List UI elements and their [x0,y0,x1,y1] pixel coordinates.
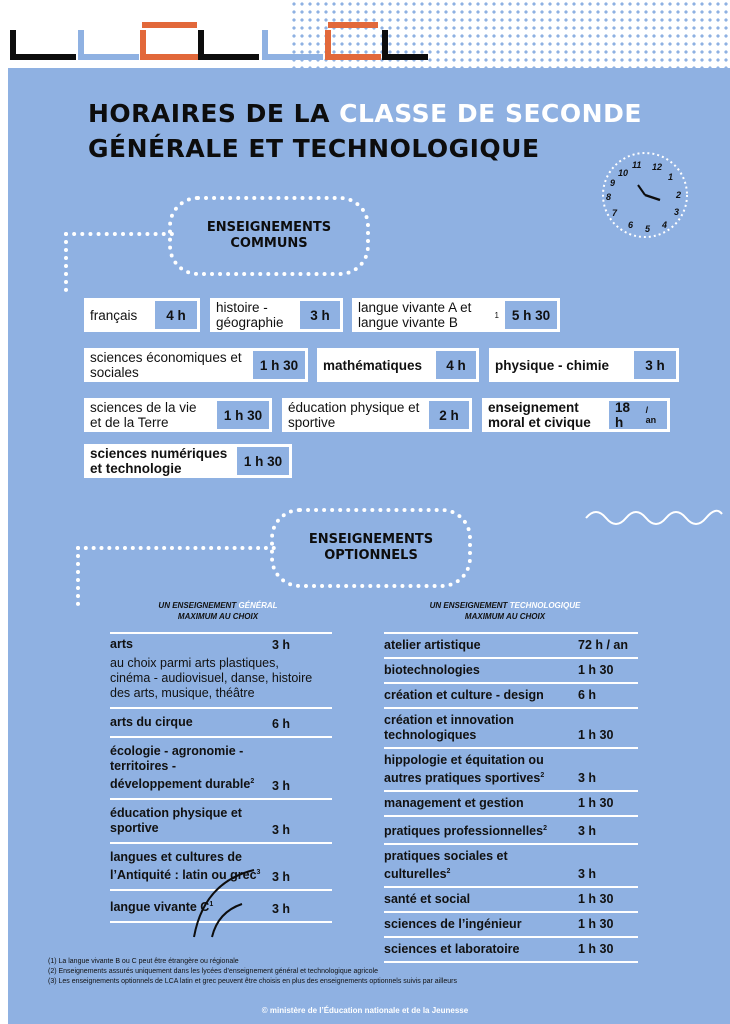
subject-hours [609,398,670,432]
option-name-text: langues et cultures de l’Antiquité : latin ou grec [110,850,257,883]
table-row [110,738,332,800]
option-hours: 1 h 30 [578,796,614,811]
table-row [384,634,638,659]
subhead-text: UN ENSEIGNEMENT [158,601,239,610]
footnote-ref: 2 [250,778,255,785]
footnote-ref: 2 [540,772,545,779]
option-hours: 1 h 30 [578,942,614,957]
table-row [384,709,638,749]
clock-number: 1 [668,172,674,182]
subject-hours: 3 h [634,348,679,382]
option-name: management et gestion [384,796,524,811]
option-hours: 1 h 30 [578,892,614,907]
heading-line: ENSEIGNEMENTS [206,220,332,235]
clock-number: 5 [645,224,651,234]
option-name: arts [110,637,133,651]
subject-card [489,348,679,382]
clock-number: 12 [652,162,663,172]
footnote-ref: 2 [543,825,547,833]
subject-label: français [84,298,155,332]
subject-label: éducation physique et sportive [282,398,429,432]
subject-card [482,398,670,432]
option-hours: 1 h 30 [578,917,614,932]
section-heading-optionnels [270,508,472,588]
table-row [384,817,638,845]
table-row [384,749,638,792]
page-title [88,96,642,166]
option-name: arts du cirque [110,715,193,729]
option-name-text: pratiques professionnelles [384,824,544,839]
subject-card [84,444,292,478]
subject-label: mathématiques [317,348,436,382]
option-hours: 3 h [272,902,291,917]
clock-number: 9 [610,178,616,188]
dotted-connector [64,232,68,292]
table-row [384,888,638,913]
subject-hours: 4 h [155,298,200,332]
option-hours: 3 h [578,824,597,839]
option-hours: 3 h [578,867,597,882]
option-hours: 3 h [272,823,291,838]
option-hours: 72 h / an [578,638,629,652]
option-hours: 3 h [272,870,291,885]
option-name-text: pratiques sociales et culturelles [384,849,508,882]
subject-card [84,398,272,432]
technologique-subhead [410,600,600,622]
table-row [110,634,332,709]
wave-decoration [584,502,724,530]
heading-line: COMMUNS [230,236,308,251]
copyright-credit: © ministère de l’Éducation nationale et de la Jeunesse [261,1006,469,1015]
clock-number: 7 [612,208,618,218]
subhead-text: MAXIMUM AU CHOIX [177,612,259,621]
table-row [384,659,638,684]
footnote: (2) Enseignements assurés uniquement dans les lycées d’enseignement général et technologique agricole [48,968,378,975]
option-name: santé et social [384,892,471,907]
table-row [110,800,332,844]
dotted-connector [76,546,276,550]
section-heading-communs [168,196,370,276]
option-name: biotechnologies [384,663,480,677]
subject-hours: 4 h [436,348,479,382]
dotted-connector [64,232,174,236]
option-detail: au choix parmi arts plastiques, cinéma - audiovisuel, danse, histoire des arts, musique, théâtre [110,656,313,700]
option-name: éducation physique et sportive [110,806,242,836]
heading-line: ENSEIGNEMENTS [308,532,434,547]
subject-hours: 5 h 30 [505,298,560,332]
clock-number: 8 [606,192,612,202]
option-hours: 1 h 30 [578,663,614,677]
clock-number: 10 [618,168,629,178]
subject-label: enseignement moral et civique [482,398,609,432]
subject-label-text: langue vivante A et langue vivante B [358,300,472,330]
subject-hours: 3 h [300,298,343,332]
option-name: création et culture - design [384,688,544,702]
option-hours: 3 h [578,771,597,786]
footnote-ref: 1 [494,310,499,320]
option-name: sciences et laboratoire [384,942,520,957]
clock-number: 4 [662,220,668,230]
option-name: sciences de l’ingénieur [384,917,522,932]
technologique-options-table [384,632,638,963]
footnote: (3) Les enseignements optionnels de LCA latin et grec peuvent être choisis en plus des enseignements optionnels suivis par ailleurs [48,978,457,985]
subhead-text: UN ENSEIGNEMENT [429,601,510,610]
subject-label: sciences économiques et sociales [84,348,253,382]
clock-number: 11 [632,160,642,170]
footnote: (1) La langue vivante B ou C peut être étrangère ou régionale [48,958,239,965]
subject-label [352,298,505,332]
clock-number: 3 [674,207,680,217]
subject-label: physique - chimie [489,348,634,382]
option-name: atelier artistique [384,638,481,652]
subject-label: sciences de la vie et de la Terre [84,398,217,432]
table-row [384,684,638,709]
title-highlight: CLASSE DE SECONDE [339,99,642,128]
subject-label: sciences numériques et technologie [84,444,237,478]
option-hours: 1 h 30 [578,728,614,742]
subject-hours: 1 h 30 [237,444,292,478]
option-hours: 3 h [272,779,291,794]
footnote-ref: 1 [209,901,214,909]
subject-hours: 2 h [429,398,472,432]
title-line2: GÉNÉRALE ET TECHNOLOGIQUE [88,134,540,163]
subject-card [352,298,560,332]
table-row [384,792,638,817]
clock-number: 2 [676,190,682,200]
title-part: HORAIRES DE LA [88,99,340,128]
subject-card [210,298,343,332]
option-name-text: écologie - agronomie - territoires - développement durable [110,744,251,792]
subject-card [84,298,200,332]
subhead-highlight: TECHNOLOGIQUE [509,601,581,610]
option-hours: 6 h [272,717,291,731]
subject-hours: 1 h 30 [217,398,272,432]
subhead-highlight: GÉNÉRAL [238,601,278,610]
general-subhead [128,600,308,622]
option-hours: 3 h [272,638,291,652]
option-name: création et innovation technologiques [384,713,514,742]
heading-line: OPTIONNELS [324,548,418,563]
subhead-text: MAXIMUM AU CHOIX [464,612,546,621]
arc-decoration [184,862,274,942]
footnote-ref: 3 [256,869,261,877]
subject-card [282,398,472,432]
clock-icon [590,150,690,240]
option-hours: 6 h [578,688,597,702]
dotted-connector [76,546,80,606]
clock-number: 6 [628,220,634,230]
table-row [384,913,638,938]
option-name-text: langue vivante C [110,900,210,915]
option-name-text: hippologie et équitation ou autres pratiques sportives [384,753,544,786]
subject-hours: 1 h 30 [253,348,308,382]
subject-card [84,348,308,382]
footnotes [48,957,457,987]
hours-suffix: / an [645,405,657,425]
subject-label: histoire - géographie [210,298,300,332]
table-row [110,709,332,738]
hours-value: 18 h [615,400,631,430]
table-row [384,845,638,888]
footnote-ref: 2 [446,868,451,876]
subject-card [317,348,479,382]
